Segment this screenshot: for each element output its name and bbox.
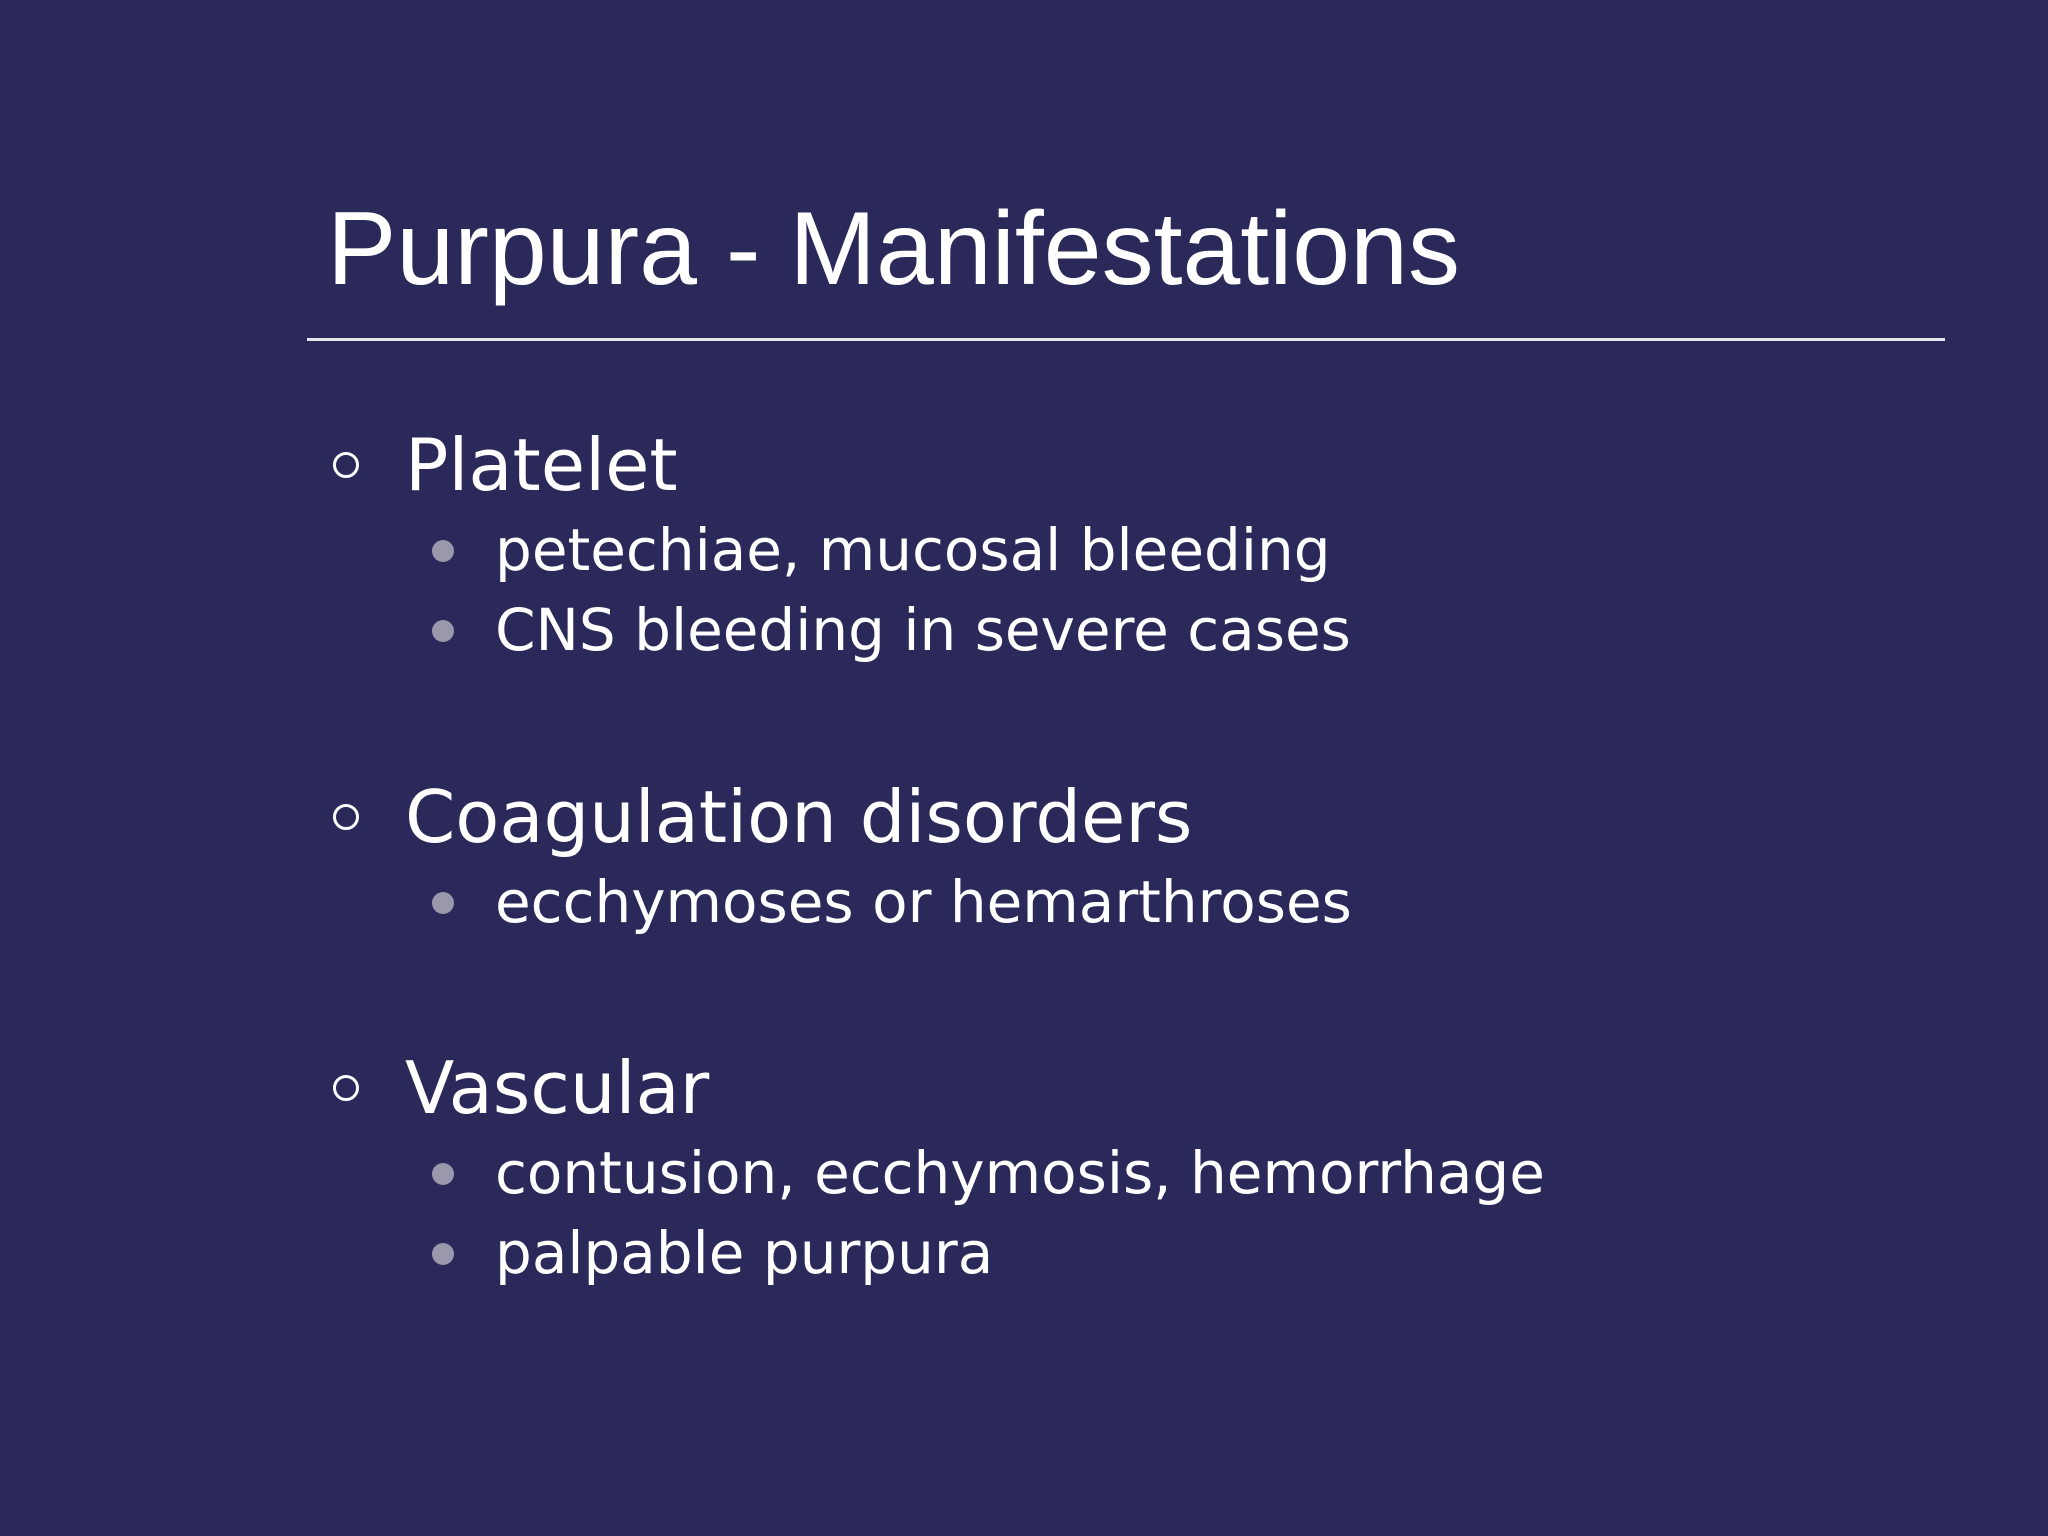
filled-dot-icon <box>432 540 454 562</box>
list-item <box>330 510 1930 590</box>
filled-dot-icon <box>432 1163 454 1185</box>
sub-bullet-list <box>330 862 1930 942</box>
section-heading: Platelet <box>405 423 678 507</box>
filled-dot-icon <box>432 892 454 914</box>
section-platelet <box>330 420 1930 670</box>
sub-bullet-list <box>330 1133 1930 1293</box>
list-item <box>330 590 1930 670</box>
list-item-text: contusion, ecchymosis, hemorrhage <box>495 1139 1545 1207</box>
list-item-text: petechiae, mucosal bleeding <box>495 516 1331 584</box>
section-heading: Coagulation disorders <box>405 775 1193 859</box>
list-item-text: palpable purpura <box>495 1219 994 1287</box>
hollow-circle-icon <box>333 1075 359 1101</box>
hollow-circle-icon <box>333 452 359 478</box>
section-coagulation <box>330 772 1930 942</box>
filled-dot-icon <box>432 1243 454 1265</box>
list-item <box>330 1213 1930 1293</box>
bullet-level1 <box>330 1043 1930 1133</box>
title-divider <box>307 338 1945 341</box>
hollow-circle-icon <box>333 804 359 830</box>
list-item <box>330 862 1930 942</box>
list-item <box>330 1133 1930 1213</box>
sub-bullet-list <box>330 510 1930 670</box>
list-item-text: CNS bleeding in severe cases <box>495 596 1351 664</box>
bullet-level1 <box>330 772 1930 862</box>
list-item-text: ecchymoses or hemarthroses <box>495 868 1352 936</box>
bullet-level1 <box>330 420 1930 510</box>
slide-title: Purpura - Manifestations <box>327 191 1460 307</box>
filled-dot-icon <box>432 620 454 642</box>
section-vascular <box>330 1043 1930 1293</box>
section-heading: Vascular <box>405 1046 710 1130</box>
